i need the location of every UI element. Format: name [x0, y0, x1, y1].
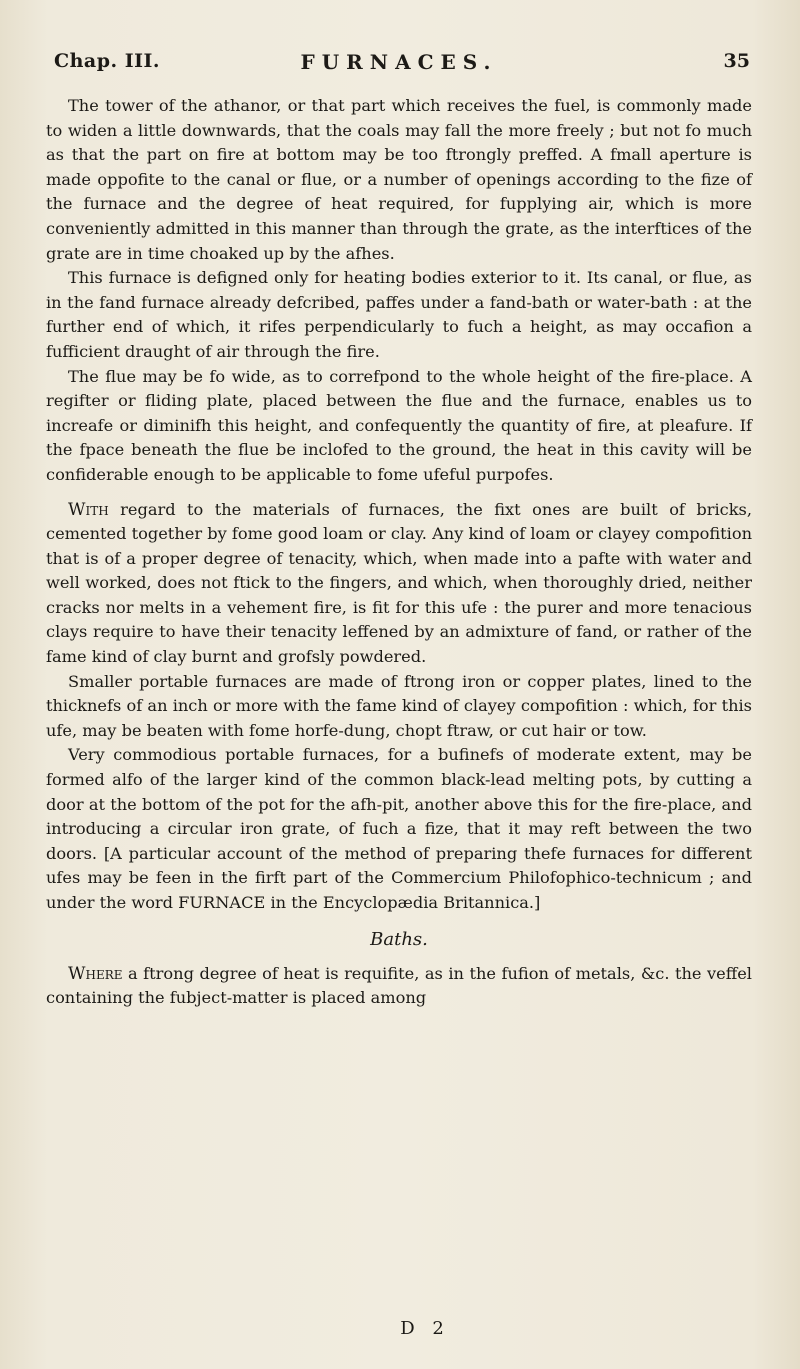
running-head [46, 50, 752, 90]
paragraph-black-lead-pots: Very commodious portable furnaces, for a bufinefs of moderate extent, may be formed alfo of the larger kind of the common black-lead melting pots, by cutting a door at the bottom of the pot for the afh-pit, another above this for the fire-place, and introducing a circular iron grate, of fuch a fize, that it may reft between the two doors. [A particular account of the method of preparing thefe furnaces for different ufes may be feen in the firft part of the Commercium Philofophico-technicum ; and under the word FURNACE in the Encyclopædia Britannica.] [46, 745, 752, 912]
paragraph-portable-furnaces: Smaller portable furnaces are made of ftrong iron or copper plates, lined to the thicknefs of an inch or more with the fame kind of clayey compofition : which, for this ufe, may be beaten with fome horfe-dung, chopt ftraw, or cut hair or tow. [46, 671, 752, 740]
paragraph-flue: The flue may be fo wide, as to correfpond to the whole height of the fire-place. A regifter or fliding plate, placed between the flue and the furnace, enables us to increafe or diminifh this height, and confequently the quantity of fire, at pleafure. If the fpace beneath the flue be inclofed to the ground, the heat in this cavity will be confiderable enough to be applicable to fome ufeful purpofes. [46, 366, 752, 484]
paragraph-baths-text: a ftrong degree of heat is requifite, as in the fufion of metals, &c. the veffel containing the fubject-matter is placed among [46, 963, 752, 1008]
paragraph-furnace-design: This furnace is defigned only for heating bodies exterior to it. Its canal, or flue, as in the fand furnace already defcribed, paffes under a fand-bath or water-bath : at the further end of which, it rifes perpendicularly to fuch a height, as may occafion a fufficient draught of air through the fire. [46, 268, 752, 361]
lead-word: Where [68, 963, 123, 984]
lead-word: With [68, 499, 109, 520]
signature-mark: D 2 [400, 1318, 450, 1339]
section-heading-baths: Baths. [370, 928, 428, 950]
paragraph-baths [46, 962, 752, 1011]
running-title: FURNACES. [300, 50, 498, 74]
paragraph-materials-text: regard to the materials of furnaces, the fixt ones are built of bricks, cemented together by fome good loam or clay. Any kind of loam or clayey compofition that is of a proper degree of tenacity, which, when made into a pafte with water and well worked, does not ftick to the fingers, and which, when thoroughly dried, neither cracks nor melts in a vehement fire, is fit for this ufe : the purer and more tenacious clays require to have their tenacity leffened by an admixture of fand, or rather of the fame kind of clay burnt and grofsly powdered. [46, 499, 752, 667]
paragraph-materials [46, 498, 752, 670]
paragraph-athanor-tower: The tower of the athanor, or that part which receives the fuel, is commonly made to widen a little downwards, that the coals may fall the more freely ; but not fo much as that the part on fire at bottom may be too ftrongly preffed. A fmall aperture is made oppofite to the canal or flue, or a number of openings according to the fize of the furnace and the degree of heat required, for fupplying air, which is more conveniently admitted in this manner than through the grate, as the interftices of the grate are in time choaked up by the afhes. [46, 96, 752, 263]
page-number: 35 [723, 50, 750, 72]
chapter-label: Chap. III. [54, 50, 161, 72]
